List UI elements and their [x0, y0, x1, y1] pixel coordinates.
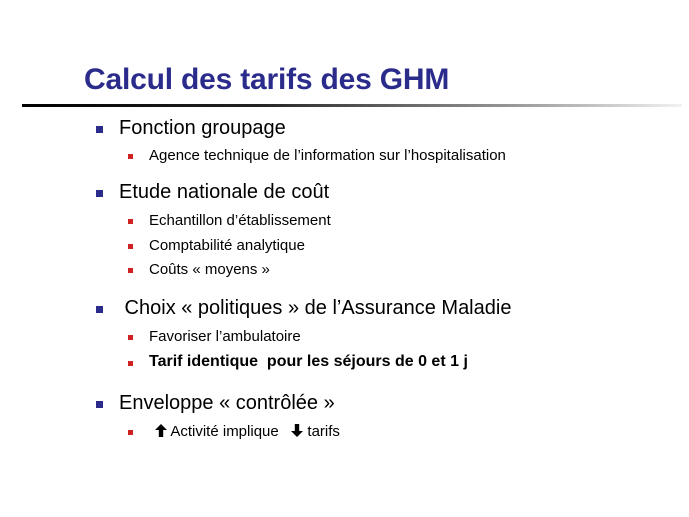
sub-bullet-square-icon	[128, 268, 133, 273]
bullet-square-icon	[96, 401, 103, 408]
bullet-heading: Choix « politiques » de l’Assurance Maladie	[119, 297, 512, 319]
bullet-heading: Fonction groupage	[119, 117, 286, 139]
bullet-heading: Etude nationale de coût	[119, 181, 330, 203]
sub-bullet-text: Echantillon d’établissement	[149, 212, 331, 229]
sub-bullet-square-icon	[128, 154, 133, 159]
bullet-heading: Enveloppe « contrôlée »	[119, 392, 335, 414]
sub-bullet-square-icon	[128, 219, 133, 224]
sub-bullet-text: Tarif identique pour les séjours de 0 et 1 j	[149, 353, 468, 370]
title-underline	[22, 104, 682, 107]
sub-bullet-text: Comptabilité analytique	[149, 237, 305, 254]
bullet-square-icon	[96, 126, 103, 133]
sub-bullet-text: Agence technique de l’information sur l’hospitalisation	[149, 147, 506, 164]
sub-bullet-square-icon	[128, 430, 133, 435]
bullet-square-icon	[96, 190, 103, 197]
slide-title: Calcul des tarifs des GHM	[84, 63, 450, 96]
sub-bullet-text: Coûts « moyens »	[149, 261, 270, 278]
sub-bullet-text: Favoriser l’ambulatoire	[149, 328, 301, 345]
bullet-square-icon	[96, 306, 103, 313]
sub-bullet-text	[155, 423, 340, 441]
activite-text: Activité implique	[170, 423, 279, 440]
tarifs-text: tarifs	[307, 423, 340, 440]
arrow-up-icon	[155, 424, 167, 437]
sub-bullet-square-icon	[128, 361, 133, 366]
arrow-down-icon	[291, 424, 303, 437]
sub-bullet-square-icon	[128, 335, 133, 340]
sub-bullet-square-icon	[128, 244, 133, 249]
